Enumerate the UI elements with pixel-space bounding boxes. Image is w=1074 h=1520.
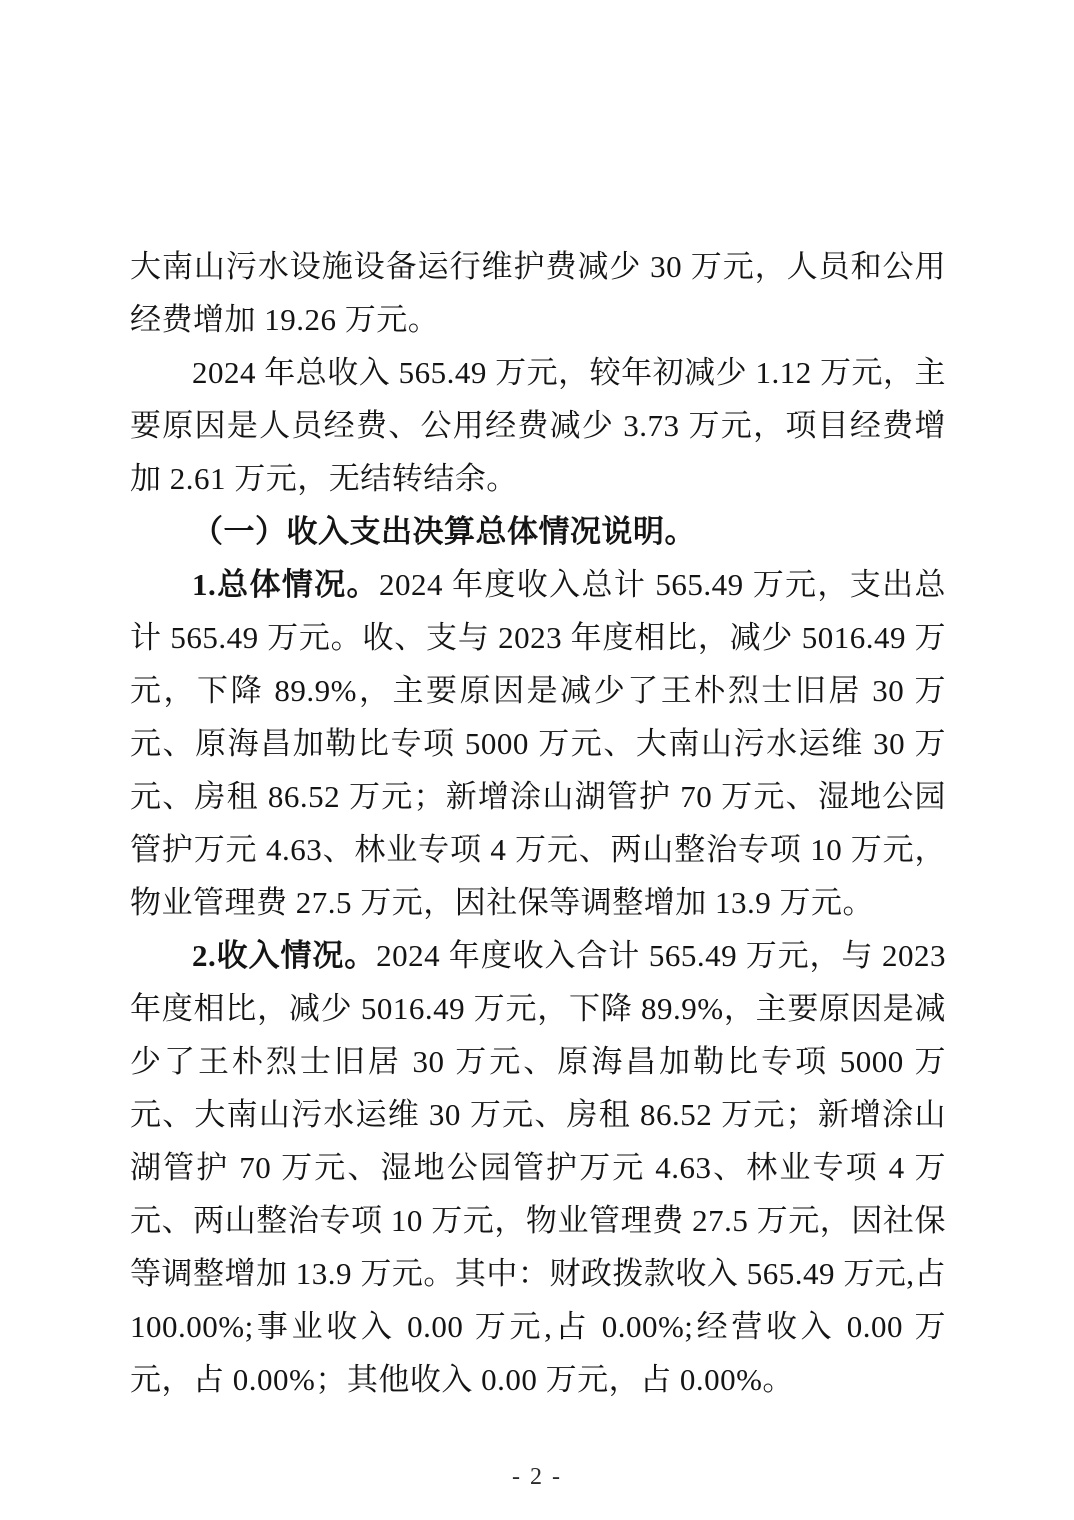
paragraph-overall-lead: 1.总体情况。: [192, 567, 379, 602]
paragraph-total-income: 2024 年总收入 565.49 万元，较年初减少 1.12 万元，主要原因是人员经费、公用经费减少 3.73 万元，项目经费增加 2.61 万元，无结转结余。: [130, 355, 946, 496]
paragraph-income-lead: 2.收入情况。: [192, 938, 377, 973]
paragraph-income-situation: [130, 929, 946, 1406]
paragraph-income-body: 2024 年度收入合计 565.49 万元，与 2023 年度相比，减少 5016.49 万元，下降 89.9%，主要原因是减少了王朴烈士旧居 30 万元、原海昌加勒比专项 5000 万元、大南山污水运维 30 万元、房租 86.52 万元；新增涂山湖管护 70 万元、湿地公园管护万元 4.63、林业专项 4 万元、两山整治专项 10 万元，物业管理费 27.5 万元，因社保等调整增加 13.9 万元。其中：财政拨款收入 565.49 万元,占 100.00%;事业收入 0.00 万元,占 0.00%;经营收入 0.00 万元，占 0.00%；其他收入 0.00 万元，占 0.00%。: [130, 938, 947, 1397]
paragraph-carryover: 大南山污水设施设备运行维护费减少 30 万元，人员和公用经费增加 19.26 万元。: [130, 249, 946, 337]
paragraph-overall-situation: [130, 558, 946, 929]
document-body: [130, 240, 946, 1406]
paragraph-overall-body: 2024 年度收入总计 565.49 万元，支出总计 565.49 万元。收、支与 2023 年度相比，减少 5016.49 万元，下降 89.9%，主要原因是减少了王朴烈士旧居 30 万元、原海昌加勒比专项 5000 万元、大南山污水运维 30 万元、房租 86.52 万元；新增涂山湖管护 70 万元、湿地公园管护万元 4.63、林业专项 4 万元、两山整治专项 10 万元，物业管理费 27.5 万元，因社保等调整增加 13.9 万元。: [130, 567, 947, 920]
page-number: - 2 -: [512, 1464, 562, 1490]
section-heading-income-expenditure: （一）收入支出决算总体情况说明。: [192, 514, 696, 549]
